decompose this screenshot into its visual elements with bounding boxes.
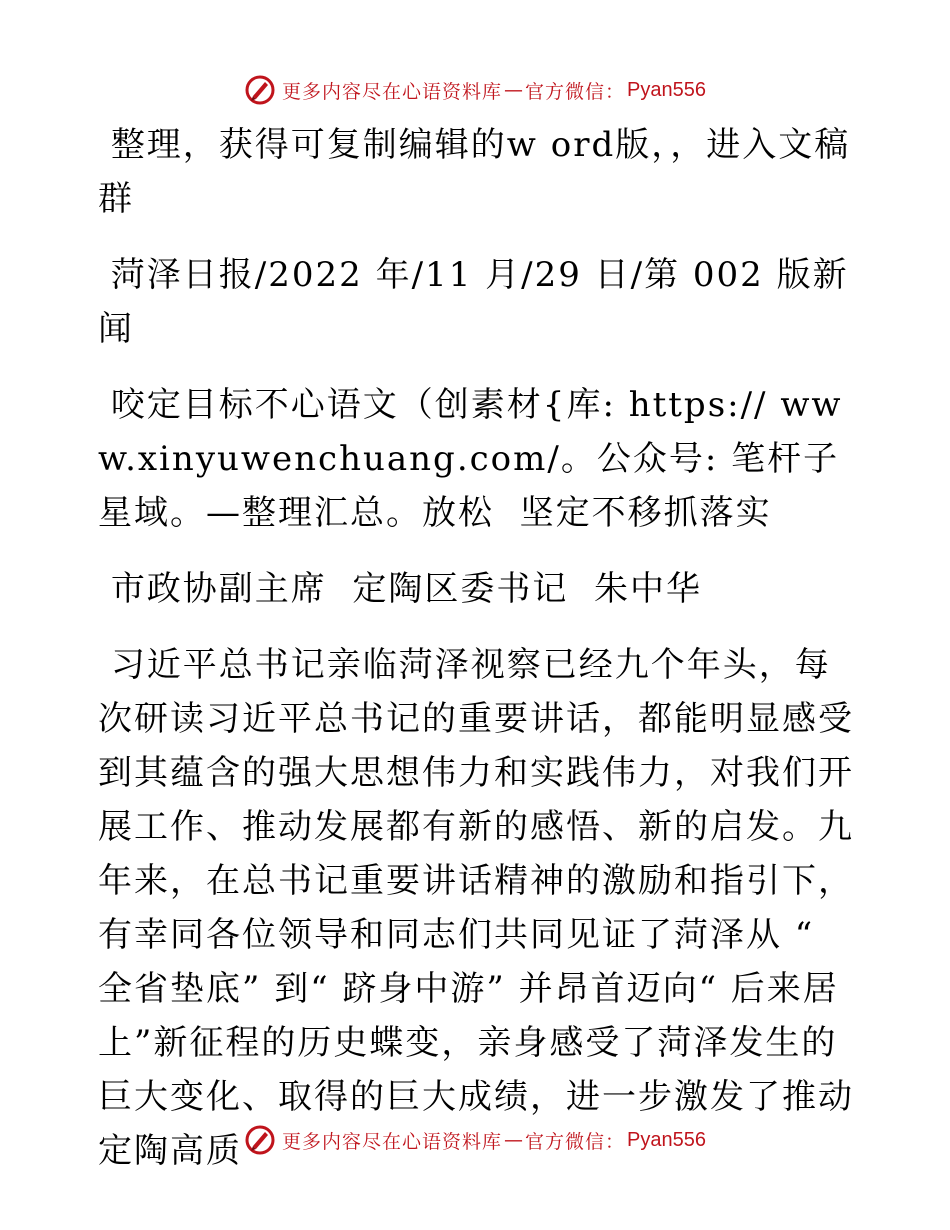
paragraph-author: 市政协副主席 定陶区委书记 朱中华 <box>98 569 703 609</box>
banner-wechat-id: Pyan556 <box>627 1128 706 1151</box>
banner-label: 官方微信： <box>525 1130 626 1153</box>
banner-separator: — <box>504 79 524 101</box>
paragraph-title: 咬定目标不心语文（创素材{库: https:// www.xinyuwenchuang.com/。公众号: 笔杆子星域。—整理汇总。放松 坚定不移抓落实 <box>98 385 843 533</box>
banner-text: 更多内容尽在心语资料库 <box>282 1130 503 1153</box>
header-banner <box>0 70 950 110</box>
banner-text: 更多内容尽在心语资料库 <box>282 80 503 103</box>
footer-banner <box>0 1120 950 1160</box>
logo-icon <box>244 74 276 106</box>
document-body <box>98 118 867 1200</box>
banner-label: 官方微信： <box>525 80 626 103</box>
banner-wechat-id: Pyan556 <box>627 78 706 101</box>
logo-icon <box>244 1124 276 1156</box>
paragraph-body: 习近平总书记亲临菏泽视察已经九个年头，每次研读习近平总书记的重要讲话，都能明显感受到其蕴含的强大思想伟力和实践伟力，对我们开展工作、推动发展都有新的感悟、新的启发。九年来，在总书记重要讲话精神的激励和指引下， 有幸同各位领导和同志们共同见证了菏泽从 “ 全省垫底” 到“ 跻身中游” 并昂首迈向“ 后来居上”新征程的历史蝶变，亲身感受了菏泽发生的巨大变化、取得的巨大成绩，进一步激发了推动定陶高质 <box>98 645 867 1171</box>
paragraph-source: 菏泽日报/2022 年/11 月/29 日/第 002 版新闻 <box>98 255 849 349</box>
paragraph-intro: 整理，获得可复制编辑的w ord版，，进入文稿群 <box>98 125 851 219</box>
banner-separator: — <box>504 1129 524 1151</box>
